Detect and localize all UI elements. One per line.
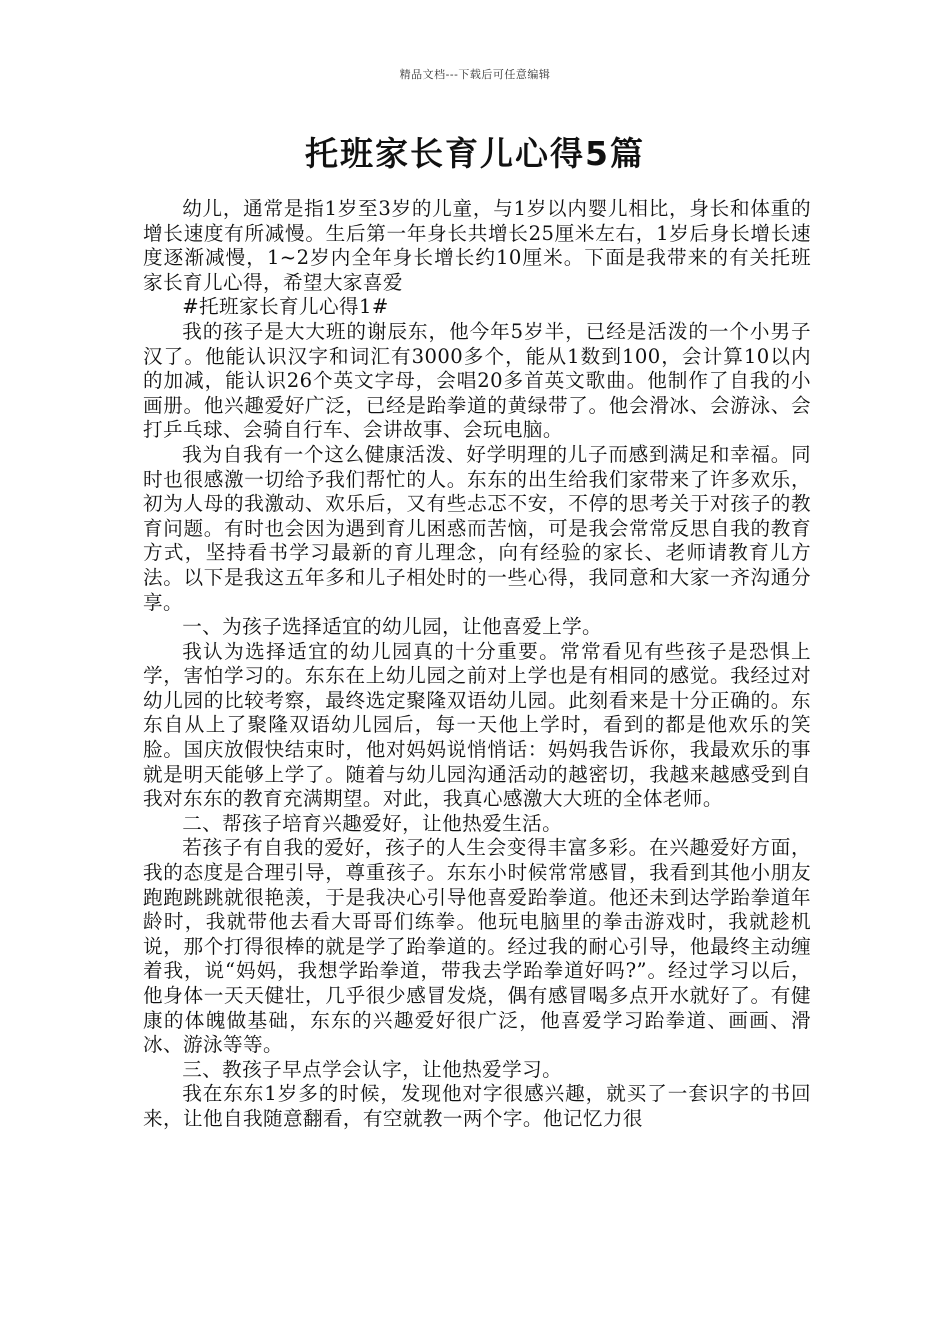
document-title: 托班家长育儿心得5篇	[305, 134, 645, 173]
body-paragraph: 我在东东1岁多的时候，发现他对字很感兴趣，就买了一套识字的书回来，让他自我随意翻看，有空就教一两个字。他记忆力很	[143, 1082, 811, 1130]
subheading: 一、为孩子选择适宜的幼儿园，让他喜爱上学。	[182, 615, 603, 639]
section-heading: #托班家长育儿心得1#	[182, 295, 389, 319]
body-paragraph: 我的孩子是大大班的谢辰东，他今年5岁半，已经是活泼的一个小男子汉了。他能认识汉字和词汇有3000多个，能从1数到100，会计算10以内的加减，能认识26个英文字母，会唱20多首英文歌曲。他制作了自我的小画册。他兴趣爱好广泛，已经是跆拳道的黄绿带了。他会滑冰、会游泳、会打乒乓球、会骑自行车、会讲故事、会玩电脑。	[143, 319, 811, 442]
body-paragraph: 若孩子有自我的爱好，孩子的人生会变得丰富多彩。在兴趣爱好方面，我的态度是合理引导，尊重孩子。东东小时候常常感冒，我看到其他小朋友跑跑跳跳就很艳羡，于是我决心引导他喜爱跆拳道。他还未到达学跆拳道年龄时，我就带他去看大哥哥们练拳。他玩电脑里的拳击游戏时，我就趁机说，那个打得很棒的就是学了跆拳道的。经过我的耐心引导，他最终主动缠着我，说“妈妈，我想学跆拳道，带我去学跆拳道好吗?”。经过学习以后，他身体一天天健壮，几乎很少感冒发烧，偶有感冒喝多点开水就好了。有健康的体魄做基础，东东的兴趣爱好很广泛，他喜爱学习跆拳道、画画、滑冰、游泳等等。	[143, 836, 811, 1057]
body-paragraph: 我认为选择适宜的幼儿园真的十分重要。常常看见有些孩子是恐惧上学，害怕学习的。东东在上幼儿园之前对上学也是有相同的感觉。我经过对幼儿园的比较考察，最终选定聚隆双语幼儿园。此刻看来是十分正确的。东东自从上了聚隆双语幼儿园后，每一天他上学时，看到的都是他欢乐的笑脸。国庆放假快结束时，他对妈妈说悄悄话：妈妈我告诉你，我最欢乐的事就是明天能够上学了。随着与幼儿园沟通活动的越密切，我越来越感受到自我对东东的教育充满期望。对此，我真心感激大大班的全体老师。	[143, 639, 811, 811]
body-paragraph: 我为自我有一个这么健康活泼、好学明理的儿子而感到满足和幸福。同时也很感激一切给予我们帮忙的人。东东的出生给我们家带来了许多欢乐，初为人母的我激动、欢乐后，又有些忐忑不安，不停的思考关于对孩子的教育问题。有时也会因为遇到育儿困惑而苦恼，可是我会常常反思自我的教育方式，坚持看书学习最新的育儿理念，向有经验的家长、老师请教育儿方法。以下是我这五年多和儿子相处时的一些心得，我同意和大家一齐沟通分享。	[143, 442, 811, 614]
body-paragraph: 幼儿，通常是指1岁至3岁的儿童，与1岁以内婴儿相比，身长和体重的增长速度有所减慢。生后第一年身长共增长25厘米左右，1岁后身长增长速度逐渐减慢，1~2岁内全年身长增长约10厘米。下面是我带来的有关托班家长育儿心得，希望大家喜爱	[143, 197, 811, 294]
subheading: 三、教孩子早点学会认字，让他热爱学习。	[182, 1057, 563, 1081]
subheading: 二、帮孩子培育兴趣爱好，让他热爱生活。	[182, 811, 563, 835]
document-body	[143, 197, 811, 1132]
header-note: 精品文档---下载后可任意编辑	[399, 68, 551, 81]
